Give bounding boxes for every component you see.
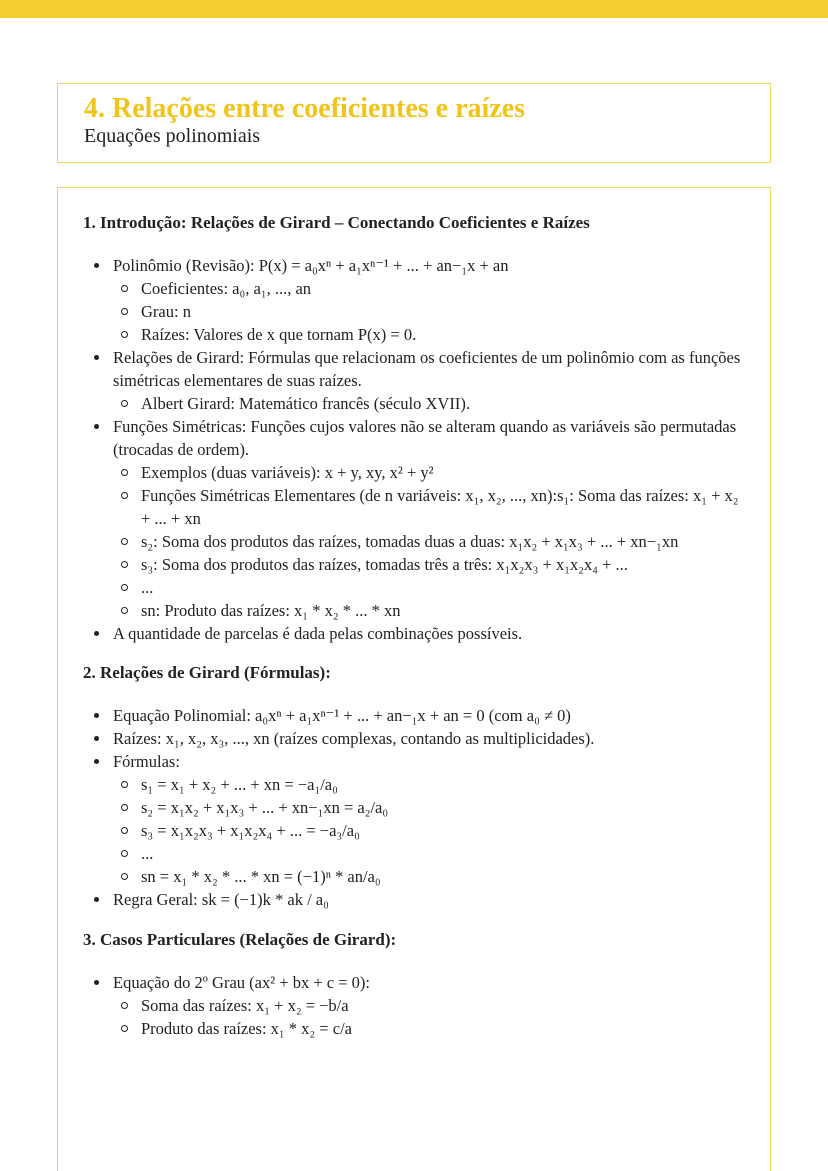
list-item: Produto das raízes: x₁ * x₂ = c/a <box>113 1017 746 1040</box>
page-title: 4. Relações entre coeficientes e raízes <box>84 93 526 124</box>
list-item: Soma das raízes: x₁ + x₂ = −b/a <box>113 994 746 1017</box>
list-item: s₃: Soma dos produtos das raízes, tomadas três a três: x₁x₂x₃ + x₁x₂x₄ + ... <box>113 553 746 576</box>
list-item: ... <box>113 576 746 599</box>
section-3-list <box>83 971 746 1040</box>
list-item: Grau: n <box>113 300 746 323</box>
list-item: Albert Girard: Matemático francês (século XVII). <box>113 392 746 415</box>
section-1-list <box>83 254 746 645</box>
page-subtitle: Equações polinomiais <box>84 125 261 147</box>
simetricas-label: Funções Simétricas: Funções cujos valores não se alteram quando as variáveis são permutadas (trocadas de ordem). <box>113 417 737 459</box>
list-item: ... <box>113 842 746 865</box>
section-1-heading: 1. Introdução: Relações de Girard – Conectando Coeficientes e Raízes <box>83 213 590 232</box>
section-2-list <box>83 704 746 911</box>
polinomio-label: Polinômio (Revisão): P(x) = a₀xⁿ + a₁xⁿ⁻¹ + ... + an−₁x + an <box>113 256 509 275</box>
section-2-heading: 2. Relações de Girard (Fórmulas): <box>83 663 331 682</box>
list-item: s₂ = x₁x₂ + x₁x₃ + ... + xn−₁xn = a₂/a₀ <box>113 796 746 819</box>
list-item: Equação Polinomial: a₀xⁿ + a₁xⁿ⁻¹ + ... + an−₁x + an = 0 (com a₀ ≠ 0) <box>83 704 746 727</box>
list-item: sn = x₁ * x₂ * ... * xn = (−1)ⁿ * an/a₀ <box>113 865 746 888</box>
list-item: Raízes: Valores de x que tornam P(x) = 0. <box>113 323 746 346</box>
list-item: Coeficientes: a₀, a₁, ..., an <box>113 277 746 300</box>
list-item: sn: Produto das raízes: x₁ * x₂ * ... * xn <box>113 599 746 622</box>
list-item: s₂: Soma dos produtos das raízes, tomadas duas a duas: x₁x₂ + x₁x₃ + ... + xn−₁xn <box>113 530 746 553</box>
list-item <box>83 254 746 346</box>
list-item: s₃ = x₁x₂x₃ + x₁x₂x₄ + ... = −a₃/a₀ <box>113 819 746 842</box>
top-accent-bar <box>0 0 828 18</box>
list-item <box>83 415 746 622</box>
girard-label: Relações de Girard: Fórmulas que relacionam os coeficientes de um polinômio com as funções simétricas elementares de suas raízes. <box>113 348 741 390</box>
content-box <box>57 187 771 1171</box>
list-item: Funções Simétricas Elementares (de n variáveis: x₁, x₂, ..., xn):s₁: Soma das raízes: x₁ + x₂ + ... + xn <box>113 484 746 530</box>
title-box <box>57 83 771 163</box>
list-item <box>83 346 746 415</box>
list-item: Raízes: x₁, x₂, x₃, ..., xn (raízes complexas, contando as multiplicidades). <box>83 727 746 750</box>
list-item <box>83 750 746 888</box>
section-3-heading: 3. Casos Particulares (Relações de Girard): <box>83 930 397 949</box>
list-item: Exemplos (duas variáveis): x + y, xy, x² + y² <box>113 461 746 484</box>
list-item: A quantidade de parcelas é dada pelas combinações possíveis. <box>83 622 746 645</box>
list-item: s₁ = x₁ + x₂ + ... + xn = −a₁/a₀ <box>113 773 746 796</box>
formulas-label: Fórmulas: <box>113 752 180 771</box>
list-item <box>83 971 746 1040</box>
equacao-2-grau-label: Equação do 2º Grau (ax² + bx + c = 0): <box>113 973 370 992</box>
list-item: Regra Geral: sk = (−1)k * ak / a₀ <box>83 888 746 911</box>
